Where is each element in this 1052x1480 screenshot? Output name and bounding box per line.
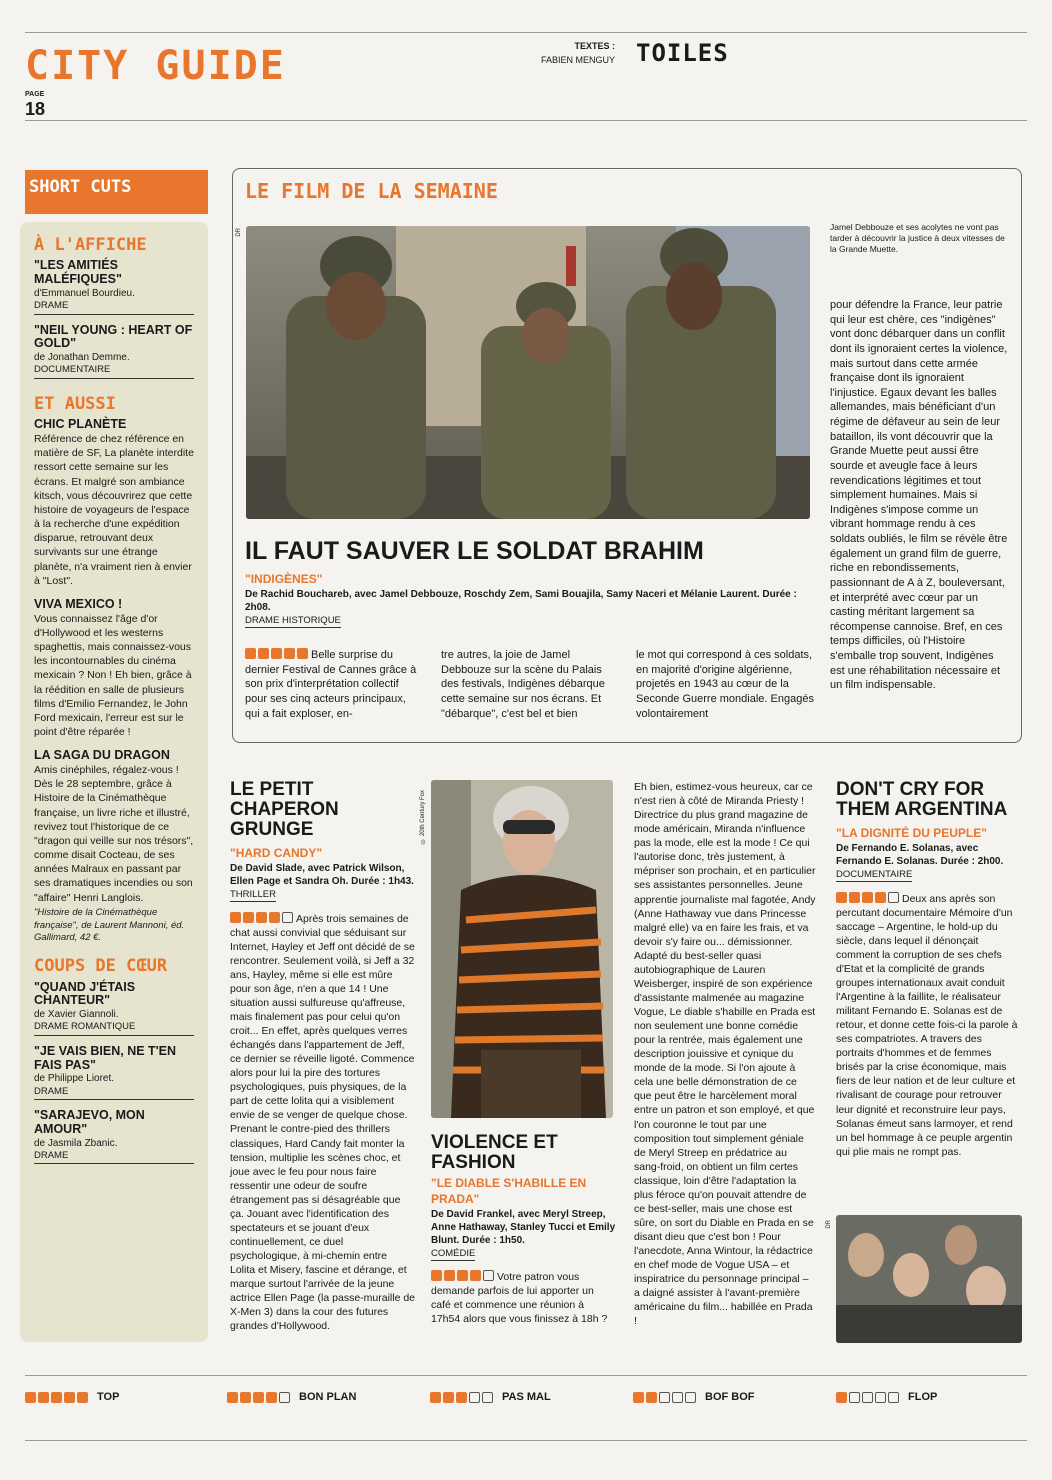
crowd-photo-graphic xyxy=(836,1215,1022,1343)
rating-square-filled-icon xyxy=(230,912,241,923)
article-column-2: tre autres, la joie de Jamel Debbouze sur la scène du Palais des festivals, Indigènes débarque cette semaine sur nos écrans. Et "débarque", c'est bel et bien xyxy=(441,649,605,720)
rating-square-filled-icon xyxy=(258,648,269,659)
legend-stars xyxy=(227,1392,290,1403)
film-of-the-week-header: LE FILM DE LA SEMAINE xyxy=(245,179,498,203)
item-note: "Histoire de la Cinémathèque française", de Laurent Mannoni, éd. Gallimard, 42 €. xyxy=(34,906,185,944)
rating-stars xyxy=(230,912,293,923)
article-column-3: le mot qui correspond à ces soldats, en majorité d'origine algérienne, projetés en 1943 au cœur de la Seconde Guerre mondiale. Engagés volontairement xyxy=(636,649,814,720)
review-title: LE PETIT CHAPERON GRUNGE xyxy=(230,779,339,840)
meryl-streep-photo-graphic xyxy=(431,780,613,1118)
film-name: "HARD CANDY" xyxy=(230,845,323,860)
item-body: Référence de chez référence en matière de SF, La planète interdite ressort cette semaine sur les écrans. Et malgré son ambiance kitsch, vous découvrirez que cette histoire de voyageurs de l'espace à la recherche d'une expédition disparue, retrouvant deux survivants sur une étrange planète, n'a vraiment rien à envier à "Lost". xyxy=(34,433,194,587)
rating-square-filled-icon xyxy=(271,648,282,659)
photo-caption: Jamel Debbouze et ses acolytes ne vont pas tarder à découvrir la justice à deux vitesses de la Grande Muette. xyxy=(830,222,1005,255)
item-genre: DRAME xyxy=(34,300,194,315)
review-devil-wears-prada xyxy=(431,1133,616,1327)
soldiers-photo xyxy=(246,226,810,519)
film-credits: De Rachid Bouchareb, avec Jamel Debbouze, Roschdy Zem, Sami Bouajila, Samy Naceri et Mélanie Laurent. Durée : 2h08. xyxy=(245,588,797,613)
film-info xyxy=(245,572,805,628)
rating-square-empty-icon xyxy=(483,1270,494,1281)
byline xyxy=(540,40,615,67)
item-genre: DRAME xyxy=(34,1086,194,1101)
rating-square-filled-icon xyxy=(456,1392,467,1403)
item-genre: DOCUMENTAIRE xyxy=(34,364,194,379)
rating-square-filled-icon xyxy=(457,1270,468,1281)
film-genre: DRAME HISTORIQUE xyxy=(245,614,341,626)
item-director: d'Emmanuel Bourdieu. xyxy=(34,287,135,299)
legend-bof-bof xyxy=(633,1390,755,1405)
legend-bon-plan xyxy=(227,1390,356,1405)
textes-label: TEXTES : xyxy=(574,41,615,51)
photo-credit: DR xyxy=(826,1220,832,1229)
section-title: TOILES xyxy=(636,39,729,67)
rating-square-filled-icon xyxy=(77,1392,88,1403)
rating-square-filled-icon xyxy=(430,1392,441,1403)
article-column-4: pour défendre la France, leur patrie qui leur est chère, ces "indigènes" vont donc débarquer dans un conflit dont ils ignoraient certes la violence, mais surtout dans cette armée française dont ils ignoraient l'injustice. Egaux devant les balles allemandes, mais bénéficiant d'un régime de défaveur au sein de leur bataillon, ils vont découvrir que la Grande Muette peut aussi être sourde et aveugle face à leurs revendications légitimes et tout simplement humaines. Mais si Indigènes s'impose comme un vibrant hommage rendu à ces soldats oubliés, le film se révèle être également un grand film de guerre, riche en rebondissements, passionnant de A à Z, bouleversant, et interprété avec cœur par un casting méritant largement sa récompense cannoise. Bref, en ces temps difficiles, où l'Histoire s'emballe trop souvent, Indigènes est une réhabilitation nécessaire et un film indispensable. xyxy=(830,299,1008,692)
item-genre: DRAME xyxy=(34,1150,194,1165)
item-title: CHIC PLANÈTE xyxy=(34,417,127,432)
aussi-item xyxy=(34,749,194,945)
masthead-title: CITY GUIDE xyxy=(25,43,286,89)
rating-square-filled-icon xyxy=(849,892,860,903)
photo-credit: © 20th Century Fox xyxy=(420,790,426,844)
film-credits: De David Frankel, avec Meryl Streep, Anne Hathaway, Stanley Tucci et Emily Blunt. Durée : 1h50. xyxy=(431,1208,616,1246)
legend-stars xyxy=(25,1392,88,1403)
item-genre: DRAME ROMANTIQUE xyxy=(34,1021,194,1036)
item-title: VIVA MEXICO ! xyxy=(34,596,123,611)
coups-de-coeur-header: COUPS DE CŒUR xyxy=(34,956,168,977)
rating-square-filled-icon xyxy=(444,1270,455,1281)
short-cuts-header: SHORT CUTS xyxy=(25,170,208,214)
affiche-item xyxy=(34,324,194,379)
rating-square-filled-icon xyxy=(284,648,295,659)
review-title: DON'T CRY FOR THEM ARGENTINA xyxy=(836,779,1008,820)
legend-stars xyxy=(633,1392,696,1403)
aussi-item xyxy=(34,418,194,588)
film-genre: THRILLER xyxy=(230,888,276,900)
rating-square-filled-icon xyxy=(253,1392,264,1403)
rating-square-filled-icon xyxy=(431,1270,442,1281)
film-genre: COMÉDIE xyxy=(431,1247,476,1259)
rating-square-filled-icon xyxy=(443,1392,454,1403)
rating-stars xyxy=(245,648,308,659)
page-number: 18 xyxy=(25,99,46,119)
item-title: "QUAND J'ÉTAIS CHANTEUR" xyxy=(34,979,136,1008)
rating-square-filled-icon xyxy=(269,912,280,923)
rating-square-filled-icon xyxy=(875,892,886,903)
film-credits: De David Slade, avec Patrick Wilson, Ellen Page et Sandra Oh. Durée : 1h43. xyxy=(230,862,414,887)
author: FABIEN MENGUY xyxy=(540,54,615,65)
rating-square-empty-icon xyxy=(659,1392,670,1403)
rating-square-filled-icon xyxy=(836,892,847,903)
rating-square-filled-icon xyxy=(470,1270,481,1281)
crowd-photo xyxy=(836,1215,1022,1343)
review-2-column: Eh bien, estimez-vous heureux, car ce n'est rien à côté de Miranda Priesty ! Directrice du plus grand magazine de mode américain, Miranda n'influence pas la mode, elle est la mode ! Ce qui l'autorise donc, très justement, à mépriser son prochain, et en particulier ses assistantes personnelles. Jeune apprentie journaliste mal fagotée, Andy (Anne Hathaway vue dans Princesse malgré elle) va en faire les frais, et va devoir s'y faire ou... démissionner. Adapté du best-seller quasi autobiographique de Lauren Weisberger, inspiré de son expérience d'assistante malmenée au magazine Vogue, Le diable s'habille en Prada est non seulement une bonne comédie pour la rentrée, mais également une description jouissive et cynique du monde de la mode. Si l'on ajoute à cela une belle démonstration de ce que peut être le harcèlement moral entre un patron et son employé, et que l'on couronne le tout par une composition tout simplement géniale de Meryl Streep en prédatrice au sang-froid, on obtient un film certes classique, loin d'être l'adaptation la plus féroce qu'on pouvait attendre de ce best-seller, mais une chose est sûre, on sort du Diable en Prada en se disant dieu que c'est bon ! Pour l'anecdote, Anna Wintour, la rédactrice en chef mode de Vogue USA – et inspiratrice du personnage principal – a daigné assister à l'avant-première américaine du film... habillée en Prada ! xyxy=(634,781,816,1328)
rating-square-filled-icon xyxy=(836,1392,847,1403)
film-genre: DOCUMENTAIRE xyxy=(836,868,913,880)
rating-stars xyxy=(836,892,899,903)
rating-square-empty-icon xyxy=(849,1392,860,1403)
legend-stars xyxy=(430,1392,493,1403)
legend-stars xyxy=(836,1392,899,1403)
rating-square-filled-icon xyxy=(245,648,256,659)
item-title: LA SAGA DU DRAGON xyxy=(34,748,170,763)
legend-label: PAS MAL xyxy=(502,1391,551,1403)
rating-stars xyxy=(431,1270,494,1281)
rating-square-empty-icon xyxy=(482,1392,493,1403)
review-text: Après trois semaines de chat aussi convivial que séduisant sur Internet, Hayley et Jeff ont décidé de se rencontrer. Seulement voilà, si Jeff a 32 ans, Hayley, même si elle est mûre pour son âge, n'en a que 14 ! Une situation aussi sulfureuse qu'affreuse, mais finalement pas pour celui qu'on croit... En effet, après quelques verres échangés dans l'appartement de Jeff, ce dernier se réveille ligoté. Commence alors pour lui la pire des tortures psychologiques, puis physiques, de la part de cette lolita qui a visiblement envie de se venger de quelque chose. Prenant le contre-pied des thrillers classiques, Hard Candy fait monter la tension, multiplie les scènes choc, et joue avec le feu pour nous faire ressentir une odeur de soufre étrangement pas si désagréable que ça. Jouant avec l'identification des spectateurs et se jouant d'eux continuellement, ce duel psychologique, à mi-chemin entre Lolita et Misery, fascine et dérange, et marque surtout l'arrivée de la jeune actrice Ellen Page (la passe-muraille de X-Men 3) dans la cour des futures grandes d'Hollywood. xyxy=(230,912,416,1333)
rating-square-filled-icon xyxy=(862,892,873,903)
legend-label: BON PLAN xyxy=(299,1391,357,1403)
item-title: "NEIL YOUNG : HEART OF GOLD" xyxy=(34,322,193,351)
sidebar xyxy=(20,222,208,1342)
coeur-item xyxy=(34,981,194,1036)
legend-flop xyxy=(836,1390,937,1405)
rating-square-empty-icon xyxy=(888,892,899,903)
soldiers-photo-graphic xyxy=(246,226,810,519)
rating-square-filled-icon xyxy=(227,1392,238,1403)
legend-label: FLOP xyxy=(908,1391,938,1403)
review-dignite-du-peuple xyxy=(836,780,1022,1159)
review-intro xyxy=(431,1270,616,1327)
review-title: VIOLENCE ET FASHION xyxy=(431,1132,558,1173)
page-label: PAGE xyxy=(25,91,45,98)
item-director: de Philippe Lioret. xyxy=(34,1073,115,1085)
rating-square-empty-icon xyxy=(279,1392,290,1403)
review-text: Votre patron vous demande parfois de lui apporter un café et commence une réunion à 17h54 alors que vous finissez à 18h ? xyxy=(431,1271,608,1326)
affiche-header: À L'AFFICHE xyxy=(34,235,147,255)
rating-square-filled-icon xyxy=(240,1392,251,1403)
legend-label: BOF BOF xyxy=(705,1391,755,1403)
coeur-item xyxy=(34,1045,194,1100)
affiche-item xyxy=(34,259,194,314)
rating-square-filled-icon xyxy=(243,912,254,923)
photo-credit: DR xyxy=(236,228,242,237)
film-headline: IL FAUT SAUVER LE SOLDAT BRAHIM xyxy=(245,537,704,565)
rating-square-filled-icon xyxy=(256,912,267,923)
item-title: "JE VAIS BIEN, NE T'EN FAIS PAS" xyxy=(34,1043,177,1072)
rating-square-filled-icon xyxy=(266,1392,277,1403)
review-hard-candy xyxy=(230,780,415,1333)
coeur-item xyxy=(34,1109,194,1164)
item-director: de Xavier Giannoli. xyxy=(34,1009,119,1021)
aussi-item xyxy=(34,598,194,739)
rating-square-empty-icon xyxy=(282,912,293,923)
item-director: de Jonathan Demme. xyxy=(34,352,130,364)
rating-square-filled-icon xyxy=(646,1392,657,1403)
rating-square-filled-icon xyxy=(633,1392,644,1403)
rating-square-filled-icon xyxy=(25,1392,36,1403)
et-aussi-header: ET AUSSI xyxy=(34,393,116,414)
rating-square-empty-icon xyxy=(469,1392,480,1403)
article-column-1 xyxy=(245,648,423,721)
review-body xyxy=(230,912,415,1334)
legend-label: TOP xyxy=(97,1391,120,1403)
rating-square-empty-icon xyxy=(888,1392,899,1403)
item-title: "LES AMITIÉS MALÉFIQUES" xyxy=(34,258,122,287)
item-body: Amis cinéphiles, régalez-vous ! Dès le 28 septembre, grâce à Histoire de la Cinémathèque française, un livre riche et illustré, revivez tout l'historique de ce "dragon qui veille sur nos trésors", comme disait Cocteau, de ses années Malraux en passant par ses dramatiques incendies ou son "affaire" Henri Langlois. xyxy=(34,764,194,904)
rating-square-filled-icon xyxy=(64,1392,75,1403)
legend-pas-mal xyxy=(430,1390,551,1405)
film-name: "LA DIGNITÉ DU PEUPLE" xyxy=(836,825,987,840)
rating-square-empty-icon xyxy=(875,1392,886,1403)
review-text: Deux ans après son percutant documentaire Mémoire d'un saccage – Argentine, le hold-up du siècle, dans lequel il dénonçait comment la corruption de ses chefs d'Etat et la complicité de grands groupes internationaux avait conduit l'Argentine à la faillite, le réalisateur militant Fernando E. Solanas est de retour, et donne cette fois-ci la parole à ses compatriotes. A travers des portraits d'hommes et de femmes brisés par la crise économique, mais fiers de leur nation et de leur culture et rivalisant de courage pour retrouver leur dignité et reconstruire leur pays, Solanas émeut sans larmoyer, et rend un bel hommage à ce peuple argentin qui plie mais ne rompt pas. xyxy=(836,892,1018,1158)
film-name: "LE DIABLE S'HABILLE EN PRADA" xyxy=(431,1175,587,1206)
film-name: "INDIGÈNES" xyxy=(245,572,323,586)
column-text: Belle surprise du dernier Festival de Cannes grâce à son prix d'interprétation collectif pour ses cinq acteurs principaux, qui a fait exploser, en- xyxy=(245,649,417,720)
item-body: Vous connaissez l'âge d'or d'Hollywood et les westerns spaghettis, mais connaissez-vous les incontournables du cinéma mexicain ? Non ! Eh bien, grâce à la réédition en salle de plusieurs films d'Emilio Fernandez, le John Ford mexicain, l'erreur est sur le point d'être réparée ! xyxy=(34,612,192,739)
rating-square-empty-icon xyxy=(862,1392,873,1403)
legend-top xyxy=(25,1390,119,1405)
rating-square-filled-icon xyxy=(297,648,308,659)
rating-square-empty-icon xyxy=(672,1392,683,1403)
item-director: de Jasmila Zbanic. xyxy=(34,1137,118,1149)
film-credits: De Fernando E. Solanas, avec Fernando E. Solanas. Durée : 2h00. xyxy=(836,842,1004,867)
rating-square-filled-icon xyxy=(38,1392,49,1403)
item-title: "SARAJEVO, MON AMOUR" xyxy=(34,1108,145,1136)
rating-square-filled-icon xyxy=(51,1392,62,1403)
review-body xyxy=(836,892,1022,1159)
rating-square-empty-icon xyxy=(685,1392,696,1403)
meryl-streep-photo xyxy=(431,780,613,1118)
